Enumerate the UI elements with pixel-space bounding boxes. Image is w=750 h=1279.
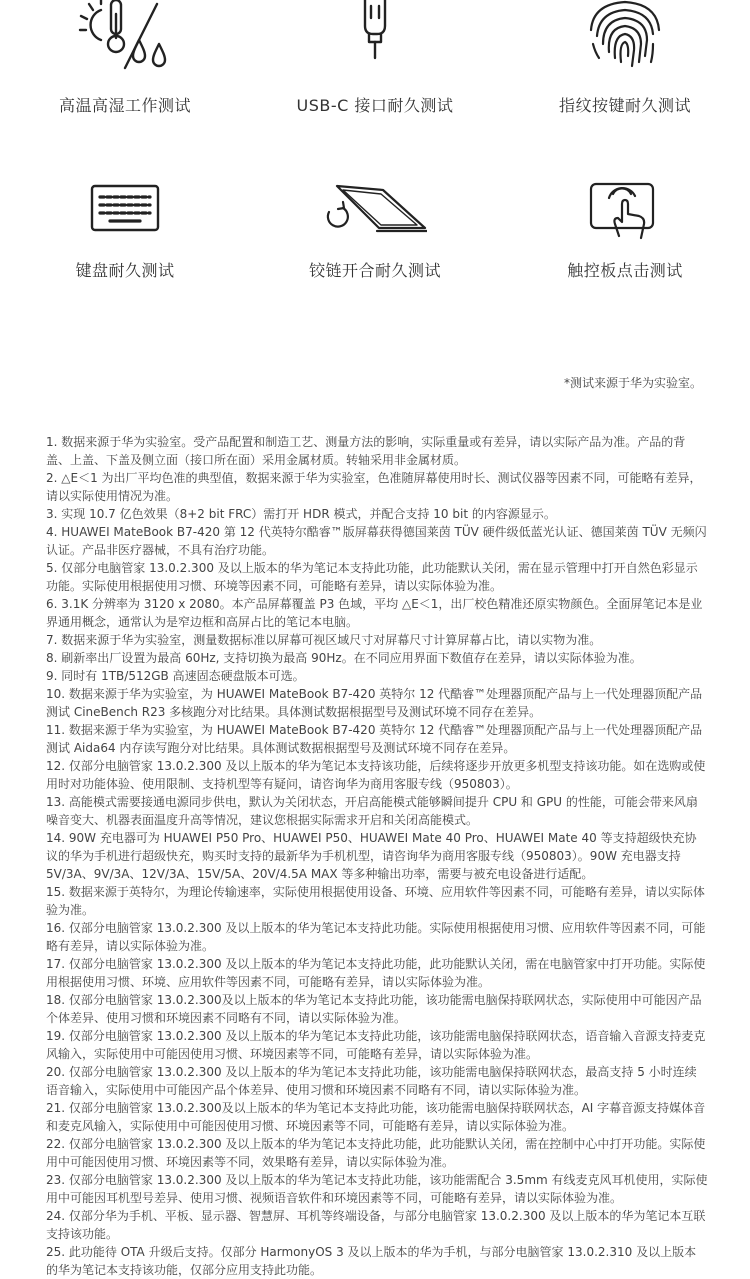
footnote: 15. 数据来源于英特尔，为理论传输速率，实际使用根据使用设备、环境、应用软件等因素不同，可能略有差异，请以实际体验为准。: [46, 885, 705, 917]
footnote: 24. 仅部分华为手机、平板、显示器、智慧屏、耳机等终端设备，与部分电脑管家 13.0.2.300 及以上版本的华为笔记本互联支持该功能。: [46, 1209, 706, 1241]
test-icon-grid: [0, 0, 750, 300]
footnote: 10. 数据来源于华为实验室，为 HUAWEI MateBook B7-420 英特尔 12 代酷睿™处理器顶配产品与上一代处理器顶配产品测试 CineBench R23 多核跑分对比结果。具体测试数据根据型号及测试环境不同存在差异。: [46, 687, 703, 719]
footnote: 25. 此功能待 OTA 升级后支持。仅部分 HarmonyOS 3 及以上版本的华为手机，与部分电脑管家 13.0.2.310 及以上版本的华为笔记本支持该功能，仅部分应用支持此功能。: [46, 1245, 697, 1277]
usb-c-cable-icon: [355, 0, 395, 62]
test-label: 铰链开合耐久测试: [308, 261, 441, 280]
test-item-usb-c: [250, 0, 500, 120]
test-item-fingerprint: [500, 0, 750, 120]
footnote: 23. 仅部分电脑管家 13.0.2.300 及以上版本的华为笔记本支持此功能，该功能需配合 3.5mm 有线麦克风耳机使用，实际使用中可能因耳机型号差异、使用习惯、视频语音软件和环境因素等不同，可能略有差异，请以实际体验为准。: [46, 1173, 708, 1205]
test-label: 触控板点击测试: [567, 261, 683, 280]
footnote: 21. 仅部分电脑管家 13.0.2.300及以上版本的华为笔记本支持此功能，该功能需电脑保持联网状态，AI 字幕音源支持媒体音和麦克风输入，实际使用中可能因使用习惯、环境因素等不同，可能略有差异，请以实际体验为准。: [46, 1101, 706, 1133]
footnote: 9. 同时有 1TB/512GB 高速固态硬盘版本可选。: [46, 669, 305, 683]
footnote: 11. 数据来源于华为实验室，为 HUAWEI MateBook B7-420 英特尔 12 代酷睿™处理器顶配产品与上一代处理器顶配产品测试 Aida64 内存读写跑分对比结果。具体测试数据根据型号及测试环境不同存在差异。: [46, 723, 703, 755]
footnote: 13. 高能模式需要接通电源同步供电，默认为关闭状态，开启高能模式能够瞬间提升 CPU 和 GPU 的性能，可能会带来风扇噪音变大、机器表面温度升高等情况，建议您根据实际需求开启和关闭高能模式。: [46, 795, 698, 827]
test-label: 指纹按键耐久测试: [558, 96, 691, 115]
footnote: 19. 仅部分电脑管家 13.0.2.300 及以上版本的华为笔记本支持此功能，该功能需电脑保持联网状态，语音输入音源支持麦克风输入，实际使用中可能因使用习惯、环境因素等不同，可能略有差异，请以实际体验为准。: [46, 1029, 706, 1061]
footnote: 4. HUAWEI MateBook B7-420 第 12 代英特尔酷睿™版屏幕获得德国莱茵 TÜV 硬件级低蓝光认证、德国莱茵 TÜV 无频闪认证。产品非医疗器械，不具有治疗功能。: [46, 525, 707, 557]
test-item-heat-humidity: [0, 0, 250, 120]
footnote: 3. 实现 10.7 亿色效果（8+2 bit FRC）需打开 HDR 模式，并配合支持 10 bit 的内容源显示。: [46, 507, 556, 521]
test-label: 键盘耐久测试: [75, 261, 175, 280]
footnote: 18. 仅部分电脑管家 13.0.2.300及以上版本的华为笔记本支持此功能，该功能需电脑保持联网状态，实际使用中可能因产品个体差异、使用习惯和环境因素不同略有不同，请以实际体验为准。: [46, 993, 702, 1025]
footnote: 6. 3.1K 分辨率为 3120 x 2080。本产品屏幕覆盖 P3 色域，平均 △E＜1，出厂校色精准还原实物颜色。全面屏笔记本是业界通用概念，通常认为是窄边框和高屏占比的笔记本电脑。: [46, 597, 703, 629]
footnote: 22. 仅部分电脑管家 13.0.2.300 及以上版本的华为笔记本支持此功能，此功能默认关闭，需在控制中心中打开功能。实际使用中可能因使用习惯、环境因素等不同，效果略有差异，请以实际体验为准。: [46, 1137, 706, 1169]
footnote: 16. 仅部分电脑管家 13.0.2.300 及以上版本的华为笔记本支持此功能。实际使用根据使用习惯、应用软件等因素不同，可能略有差异，请以实际体验为准。: [46, 921, 706, 953]
laptop-hinge-icon: [323, 184, 427, 234]
footnote: 2. △E＜1 为出厂平均色准的典型值，数据来源于华为实验室，色准随屏幕使用时长、测试仪器等因素不同，可能略有差异，请以实际使用情况为准。: [46, 471, 702, 503]
footnote: 17. 仅部分电脑管家 13.0.2.300 及以上版本的华为笔记本支持此功能，此功能默认关闭，需在电脑管家中打开功能。实际使用根据使用习惯、环境、应用软件等因素不同，可能略有差异，请以实际体验为准。: [46, 957, 706, 989]
footnote: 1. 数据来源于华为实验室。受产品配置和制造工艺、测量方法的影响，实际重量或有差异，请以实际产品为准。产品的背盖、上盖、下盖及侧立面（接口所在面）采用金属材质。转轴采用非金属材质。: [46, 435, 686, 467]
test-item-keyboard: [0, 180, 250, 300]
footnote-list: [46, 433, 708, 1279]
test-item-hinge: [250, 180, 500, 300]
test-label: USB-C 接口耐久测试: [296, 96, 454, 115]
footnote: 8. 刷新率出厂设置为最高 60Hz, 支持切换为最高 90Hz。在不同应用界面下数值存在差异，请以实际体验为准。: [46, 651, 642, 665]
fingerprint-icon: [587, 0, 663, 70]
lab-source-note: *测试来源于华为实验室。: [563, 376, 702, 390]
sun-thermometer-droplet-icon: [75, 0, 175, 75]
touchpad-tap-icon: [589, 180, 661, 242]
footnote: 20. 仅部分电脑管家 13.0.2.300 及以上版本的华为笔记本支持此功能，该功能需电脑保持联网状态，最高支持 5 小时连续语音输入，实际使用中可能因产品个体差异、使用习惯和环境因素不同略有不同，请以实际体验为准。: [46, 1065, 697, 1097]
footnote: 14. 90W 充电器可为 HUAWEI P50 Pro、HUAWEI P50、HUAWEI Mate 40 Pro、HUAWEI Mate 40 等支持超级快充协议的华为手机进行超级快充，购买时支持的最新华为手机机型，请咨询华为商用客服专线（950803）。90W 充电器支持 5V/3A、9V/3A、12V/3A、15V/5A、20V/4.5A MAX 等多种输出功率，需要与被充电设备进行适配。: [46, 831, 697, 881]
footnote: 5. 仅部分电脑管家 13.0.2.300 及以上版本的华为笔记本支持此功能，此功能默认关闭，需在显示管理中打开自然色彩显示功能。实际使用根据使用习惯、环境等因素不同，可能略有差异，请以实际体验为准。: [46, 561, 698, 593]
footnote: 7. 数据来源于华为实验室，测量数据标准以屏幕可视区域尺寸对屏幕尺寸计算屏幕占比，请以实物为准。: [46, 633, 602, 647]
footnote: 12. 仅部分电脑管家 13.0.2.300 及以上版本的华为笔记本支持该功能，后续将逐步开放更多机型支持该功能。如在选购或使用时对功能体验、使用限制、支持机型等有疑问，请咨询华为商用客服专线（950803）。: [46, 759, 706, 791]
keyboard-icon: [90, 184, 160, 232]
test-label: 高温高湿工作测试: [58, 96, 191, 115]
test-item-touchpad: [500, 180, 750, 300]
